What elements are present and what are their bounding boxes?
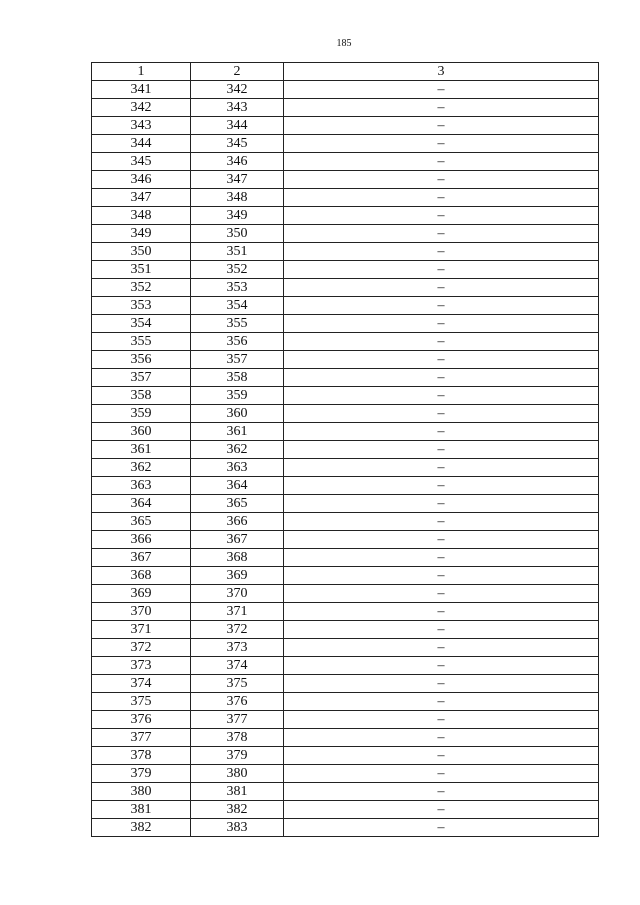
column-header-2: 2 xyxy=(191,63,284,81)
table-cell-col-3: – xyxy=(284,621,599,639)
table-cell-col-3: – xyxy=(284,441,599,459)
table-row xyxy=(92,783,599,801)
table-cell-col-2: 348 xyxy=(191,189,284,207)
table-cell-col-1: 358 xyxy=(92,387,191,405)
table-cell-col-1: 345 xyxy=(92,153,191,171)
table-cell-col-3: – xyxy=(284,531,599,549)
table-row xyxy=(92,315,599,333)
table-cell-col-2: 363 xyxy=(191,459,284,477)
table-cell-col-2: 365 xyxy=(191,495,284,513)
table-row xyxy=(92,765,599,783)
header-row xyxy=(92,63,599,81)
table-cell-col-1: 357 xyxy=(92,369,191,387)
table-cell-col-2: 372 xyxy=(191,621,284,639)
table-cell-col-1: 343 xyxy=(92,117,191,135)
table-row xyxy=(92,441,599,459)
table-row xyxy=(92,711,599,729)
table-cell-col-1: 352 xyxy=(92,279,191,297)
table-row xyxy=(92,495,599,513)
table-cell-col-3: – xyxy=(284,351,599,369)
table-cell-col-1: 367 xyxy=(92,549,191,567)
table-cell-col-1: 341 xyxy=(92,81,191,99)
table-cell-col-1: 376 xyxy=(92,711,191,729)
table-cell-col-3: – xyxy=(284,279,599,297)
table-cell-col-1: 356 xyxy=(92,351,191,369)
table-cell-col-3: – xyxy=(284,567,599,585)
table-cell-col-1: 347 xyxy=(92,189,191,207)
table-row xyxy=(92,369,599,387)
table-cell-col-2: 358 xyxy=(191,369,284,387)
table-cell-col-2: 374 xyxy=(191,657,284,675)
table-cell-col-2: 349 xyxy=(191,207,284,225)
table-cell-col-3: – xyxy=(284,333,599,351)
table-row xyxy=(92,351,599,369)
table-cell-col-2: 383 xyxy=(191,819,284,837)
table-row xyxy=(92,279,599,297)
table-cell-col-2: 367 xyxy=(191,531,284,549)
table-cell-col-1: 344 xyxy=(92,135,191,153)
table-cell-col-2: 356 xyxy=(191,333,284,351)
table-cell-col-1: 348 xyxy=(92,207,191,225)
table-row xyxy=(92,225,599,243)
table-row xyxy=(92,549,599,567)
table-row xyxy=(92,477,599,495)
table-row xyxy=(92,567,599,585)
table-cell-col-2: 381 xyxy=(191,783,284,801)
table-cell-col-2: 377 xyxy=(191,711,284,729)
table-cell-col-2: 361 xyxy=(191,423,284,441)
table-cell-col-1: 371 xyxy=(92,621,191,639)
table-cell-col-3: – xyxy=(284,585,599,603)
table-cell-col-2: 346 xyxy=(191,153,284,171)
table-cell-col-2: 355 xyxy=(191,315,284,333)
table-cell-col-2: 344 xyxy=(191,117,284,135)
table-row xyxy=(92,261,599,279)
table-cell-col-1: 361 xyxy=(92,441,191,459)
table-cell-col-1: 380 xyxy=(92,783,191,801)
table-row xyxy=(92,621,599,639)
table-cell-col-3: – xyxy=(284,405,599,423)
table-row xyxy=(92,99,599,117)
table-cell-col-3: – xyxy=(284,783,599,801)
table-cell-col-2: 359 xyxy=(191,387,284,405)
table-cell-col-2: 354 xyxy=(191,297,284,315)
table-row xyxy=(92,207,599,225)
table-cell-col-1: 359 xyxy=(92,405,191,423)
table-cell-col-3: – xyxy=(284,189,599,207)
table-cell-col-2: 357 xyxy=(191,351,284,369)
table-row xyxy=(92,639,599,657)
table-cell-col-3: – xyxy=(284,153,599,171)
table-cell-col-2: 375 xyxy=(191,675,284,693)
table-cell-col-2: 343 xyxy=(191,99,284,117)
table-row xyxy=(92,171,599,189)
table-row xyxy=(92,747,599,765)
table-cell-col-2: 369 xyxy=(191,567,284,585)
table-cell-col-3: – xyxy=(284,711,599,729)
table-cell-col-3: – xyxy=(284,261,599,279)
table-cell-col-3: – xyxy=(284,513,599,531)
table-cell-col-3: – xyxy=(284,729,599,747)
table-cell-col-1: 369 xyxy=(92,585,191,603)
table-cell-col-3: – xyxy=(284,603,599,621)
column-header-3: 3 xyxy=(284,63,599,81)
table-cell-col-3: – xyxy=(284,171,599,189)
table-row xyxy=(92,531,599,549)
table-cell-col-3: – xyxy=(284,423,599,441)
table-row xyxy=(92,801,599,819)
table-cell-col-2: 353 xyxy=(191,279,284,297)
table-cell-col-3: – xyxy=(284,243,599,261)
table-cell-col-1: 377 xyxy=(92,729,191,747)
table-cell-col-1: 362 xyxy=(92,459,191,477)
table-row xyxy=(92,513,599,531)
data-table xyxy=(91,62,599,837)
table-cell-col-1: 346 xyxy=(92,171,191,189)
table-cell-col-2: 350 xyxy=(191,225,284,243)
table-row xyxy=(92,243,599,261)
table-row xyxy=(92,81,599,99)
table-cell-col-3: – xyxy=(284,765,599,783)
table-body xyxy=(92,81,599,837)
table-cell-col-2: 362 xyxy=(191,441,284,459)
table-cell-col-1: 351 xyxy=(92,261,191,279)
table-row xyxy=(92,405,599,423)
table-cell-col-2: 373 xyxy=(191,639,284,657)
table-cell-col-1: 381 xyxy=(92,801,191,819)
table-row xyxy=(92,423,599,441)
table-cell-col-1: 355 xyxy=(92,333,191,351)
table-row xyxy=(92,585,599,603)
table-cell-col-2: 364 xyxy=(191,477,284,495)
table-cell-col-3: – xyxy=(284,819,599,837)
table-row xyxy=(92,135,599,153)
table-cell-col-2: 380 xyxy=(191,765,284,783)
table-row xyxy=(92,657,599,675)
table-row xyxy=(92,819,599,837)
table-cell-col-3: – xyxy=(284,99,599,117)
table-cell-col-3: – xyxy=(284,135,599,153)
column-header-1: 1 xyxy=(92,63,191,81)
table-cell-col-1: 353 xyxy=(92,297,191,315)
table-row xyxy=(92,729,599,747)
table-cell-col-1: 375 xyxy=(92,693,191,711)
table-cell-col-1: 354 xyxy=(92,315,191,333)
table-header xyxy=(92,63,599,81)
table-cell-col-3: – xyxy=(284,747,599,765)
table-cell-col-3: – xyxy=(284,801,599,819)
table-cell-col-2: 342 xyxy=(191,81,284,99)
table-cell-col-3: – xyxy=(284,693,599,711)
table-cell-col-3: – xyxy=(284,495,599,513)
table-cell-col-3: – xyxy=(284,297,599,315)
table-cell-col-1: 364 xyxy=(92,495,191,513)
table-cell-col-2: 366 xyxy=(191,513,284,531)
table-cell-col-1: 370 xyxy=(92,603,191,621)
table-row xyxy=(92,459,599,477)
table-cell-col-3: – xyxy=(284,459,599,477)
table-cell-col-2: 370 xyxy=(191,585,284,603)
table-cell-col-3: – xyxy=(284,675,599,693)
table-cell-col-3: – xyxy=(284,549,599,567)
table-cell-col-1: 368 xyxy=(92,567,191,585)
table-cell-col-1: 363 xyxy=(92,477,191,495)
table-row xyxy=(92,297,599,315)
table-cell-col-1: 382 xyxy=(92,819,191,837)
table-cell-col-3: – xyxy=(284,225,599,243)
table-row xyxy=(92,189,599,207)
table-cell-col-3: – xyxy=(284,387,599,405)
table-row xyxy=(92,603,599,621)
table-cell-col-3: – xyxy=(284,117,599,135)
table-cell-col-1: 372 xyxy=(92,639,191,657)
table-cell-col-2: 345 xyxy=(191,135,284,153)
table-cell-col-2: 360 xyxy=(191,405,284,423)
table-cell-col-3: – xyxy=(284,657,599,675)
table-row xyxy=(92,153,599,171)
table-cell-col-2: 351 xyxy=(191,243,284,261)
table-cell-col-1: 379 xyxy=(92,765,191,783)
table-cell-col-3: – xyxy=(284,369,599,387)
table-cell-col-2: 382 xyxy=(191,801,284,819)
table-cell-col-3: – xyxy=(284,477,599,495)
table-cell-col-2: 379 xyxy=(191,747,284,765)
table-cell-col-1: 373 xyxy=(92,657,191,675)
table-cell-col-3: – xyxy=(284,207,599,225)
table-cell-col-2: 352 xyxy=(191,261,284,279)
table-row xyxy=(92,333,599,351)
table-cell-col-1: 365 xyxy=(92,513,191,531)
table-cell-col-1: 378 xyxy=(92,747,191,765)
table-cell-col-2: 347 xyxy=(191,171,284,189)
table-cell-col-3: – xyxy=(284,639,599,657)
table-row xyxy=(92,387,599,405)
table-row xyxy=(92,693,599,711)
table-row xyxy=(92,675,599,693)
table-cell-col-3: – xyxy=(284,315,599,333)
table-cell-col-2: 376 xyxy=(191,693,284,711)
table-cell-col-1: 374 xyxy=(92,675,191,693)
table-cell-col-1: 366 xyxy=(92,531,191,549)
table-cell-col-2: 378 xyxy=(191,729,284,747)
table-cell-col-2: 368 xyxy=(191,549,284,567)
table-cell-col-3: – xyxy=(284,81,599,99)
table-cell-col-2: 371 xyxy=(191,603,284,621)
table-cell-col-1: 350 xyxy=(92,243,191,261)
table-row xyxy=(92,117,599,135)
table-cell-col-1: 349 xyxy=(92,225,191,243)
table-cell-col-1: 360 xyxy=(92,423,191,441)
page-number: 185 xyxy=(336,38,352,49)
table-cell-col-1: 342 xyxy=(92,99,191,117)
